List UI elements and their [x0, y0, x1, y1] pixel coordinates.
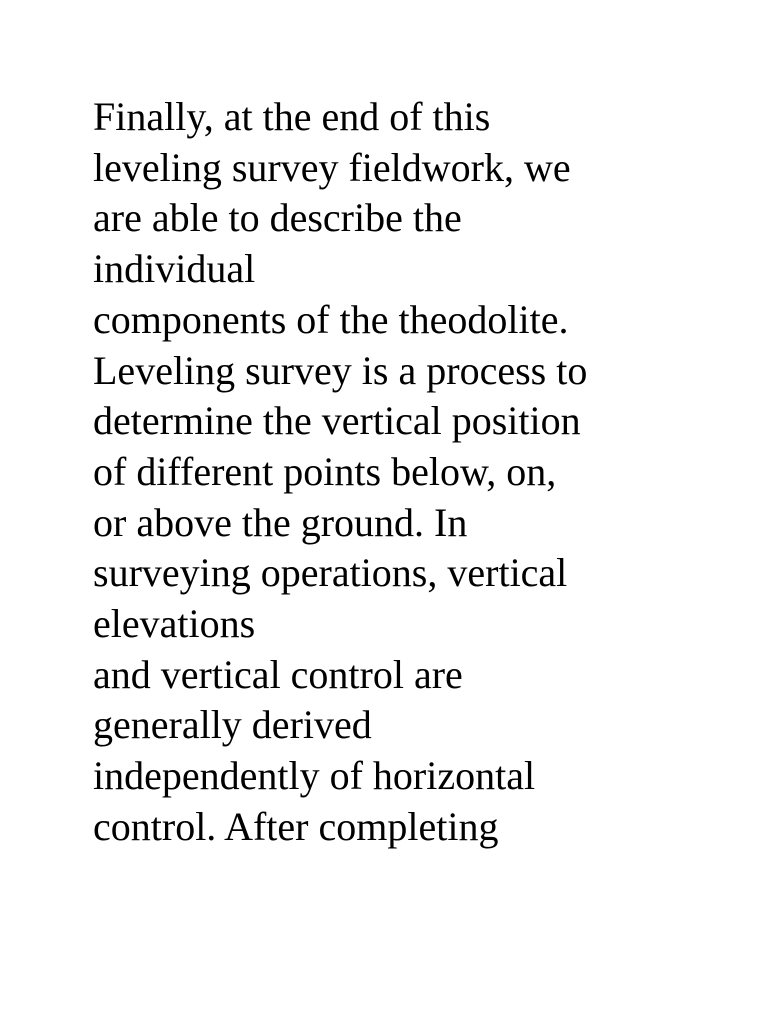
text-line: determine the vertical position	[93, 398, 581, 444]
text-line: generally derived	[93, 702, 372, 748]
text-line: and vertical control are	[93, 651, 463, 697]
text-line: components of the theodolite.	[93, 296, 569, 342]
text-line: or above the ground. In	[93, 499, 468, 545]
text-line: Finally, at the end of this	[93, 94, 491, 139]
text-line: elevations	[93, 601, 256, 647]
text-line: are able to describe the	[93, 195, 462, 241]
text-line: surveying operations, vertical	[93, 550, 568, 596]
text-line: control. After completing	[93, 803, 499, 849]
text-line: leveling survey fieldwork, we	[93, 144, 571, 190]
text-line: Leveling survey is a process to	[93, 347, 588, 393]
text-line: of different points below, on,	[93, 448, 557, 494]
text-line: individual	[93, 246, 256, 292]
text-line: independently of horizontal	[93, 753, 536, 799]
body-text	[93, 92, 753, 853]
